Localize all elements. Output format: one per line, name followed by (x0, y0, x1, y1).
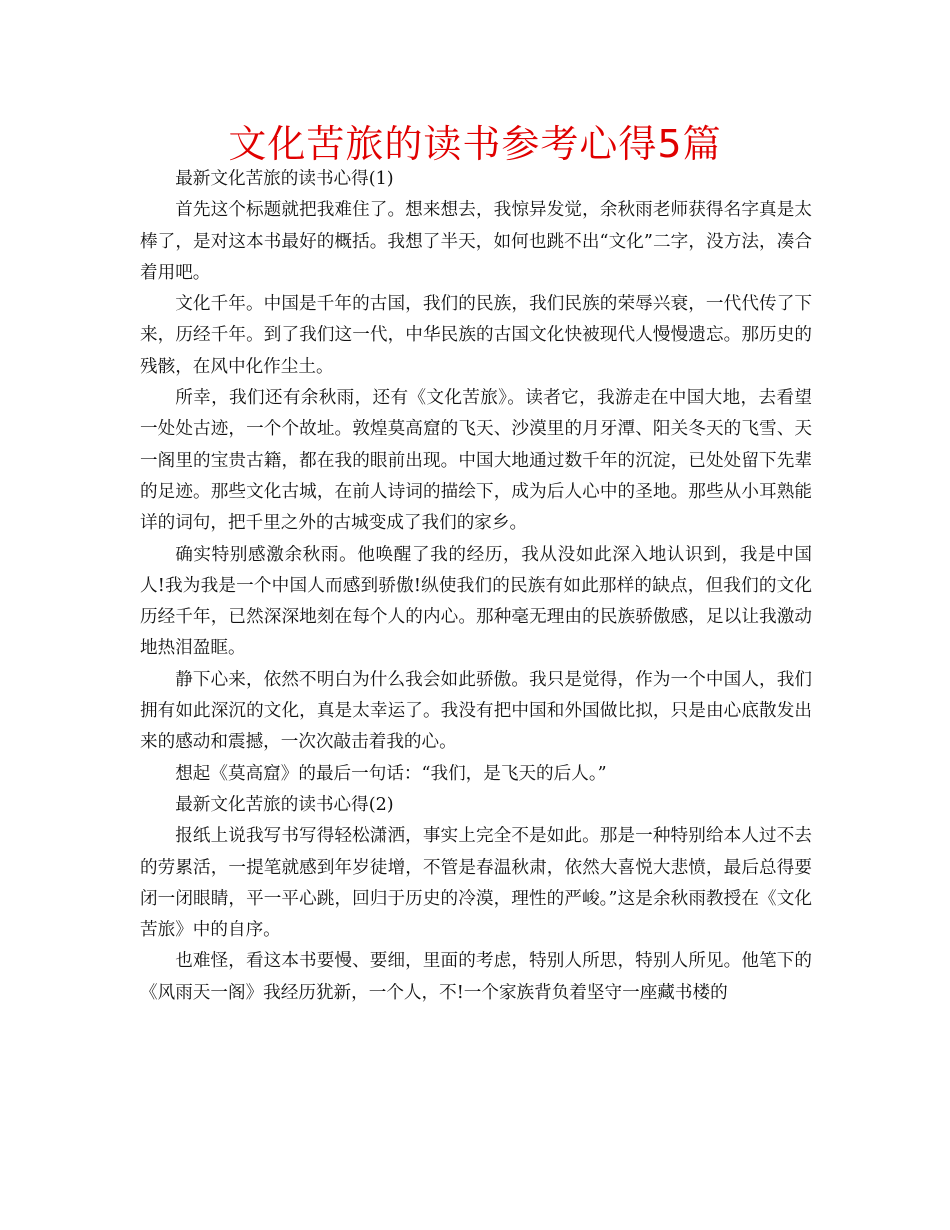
paragraph: 首先这个标题就把我难住了。想来想去，我惊异发觉，余秋雨老师获得名字真是太棒了，是对这本书最好的概括。我想了半天，如何也跳不出“文化”二字，没方法，凑合着用吧。 (140, 200, 812, 283)
document-title: 文化苦旅的读书参考心得5篇 (228, 122, 722, 166)
section-heading-2: 最新文化苦旅的读书心得(2) (175, 794, 394, 815)
paragraph: 想起《莫高窟》的最后一句话：“我们，是飞天的后人。” (175, 763, 607, 784)
document-body (140, 164, 812, 1009)
paragraph: 也难怪，看这本书要慢、要细，里面的考虑，特别人所思，特别人所见。他笔下的《风雨天一阁》我经历犹新，一个人，不!一个家族背负着坚守一座藏书楼的 (140, 951, 812, 1003)
paragraph: 文化千年。中国是千年的古国，我们的民族，我们民族的荣辱兴衰，一代代传了下来，历经千年。到了我们这一代，中华民族的古国文化快被现代人慢慢遗忘。那历史的残骸，在风中化作尘土。 (140, 294, 812, 377)
paragraph: 报纸上说我写书写得轻松潇洒，事实上完全不是如此。那是一种特别给本人过不去的劳累活，一提笔就感到年岁徒增，不管是春温秋肃，依然大喜悦大悲愤，最后总得要闭一闭眼睛，平一平心跳，回归于历史的冷漠，理性的严峻。”这是余秋雨教授在《文化苦旅》中的自序。 (140, 826, 812, 941)
paragraph: 所幸，我们还有余秋雨，还有《文化苦旅》。读者它，我游走在中国大地，去看望一处处古迹，一个个故址。敦煌莫高窟的飞天、沙漠里的月牙潭、阳关冬天的飞雪、天一阁里的宝贵古籍，都在我的眼前出现。中国大地通过数千年的沉淀，已处处留下先辈的足迹。那些文化古城，在前人诗词的描绘下，成为后人心中的圣地。那些从小耳熟能详的词句，把千里之外的古城变成了我们的家乡。 (140, 388, 812, 534)
section-heading-1: 最新文化苦旅的读书心得(1) (175, 169, 394, 189)
paragraph: 静下心来，依然不明白为什么我会如此骄傲。我只是觉得，作为一个中国人，我们拥有如此深沉的文化，真是太幸运了。我没有把中国和外国做比拟，只是由心底散发出来的感动和震撼，一次次敲击着我的心。 (140, 669, 812, 753)
paragraph: 确实特别感激余秋雨。他唤醒了我的经历，我从没如此深入地认识到，我是中国人!我为我是一个中国人而感到骄傲!纵使我们的民族有如此那样的缺点，但我们的文化历经千年，已然深深地刻在每个人的内心。那种毫无理由的民族骄傲感，足以让我激动地热泪盈眶。 (140, 544, 812, 659)
